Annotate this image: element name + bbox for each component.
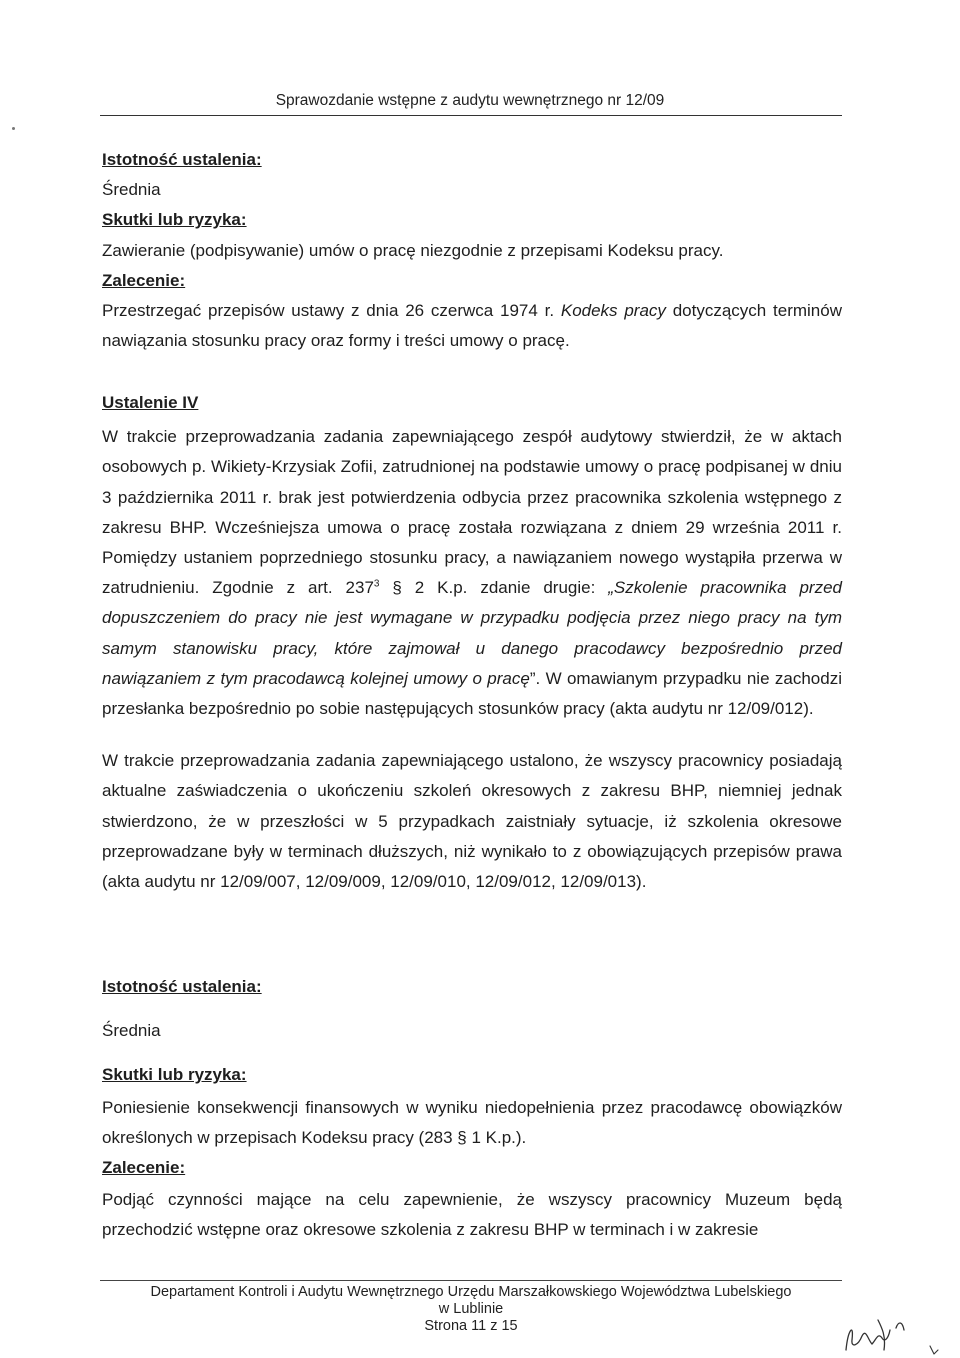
header-rule [100,115,842,116]
handwritten-initials [838,1310,948,1358]
ustalenie-p1-superscript: 3 [373,578,380,590]
skutki-heading-2: Skutki lub ryzyka: [102,1065,247,1085]
istotnosc-value: Średnia [102,180,161,200]
zalecenie-heading-2: Zalecenie: [102,1158,186,1178]
zalecenie-heading: Zalecenie: [102,270,186,290]
footer-department: Departament Kontroli i Audytu Wewnętrznego Urzędu Marszałkowskiego Województwa Lubelskiego [150,1284,792,1300]
ustalenie-heading: Ustalenie IV [102,393,199,412]
zalecenie-text [102,296,842,356]
skutki-text: Zawieranie (podpisywanie) umów o pracę niezgodnie z przepisami Kodeksu pracy. [102,240,724,260]
footer-rule [100,1280,842,1281]
ustalenie-p1-part1: W trakcie przeprowadzania zadania zapewniającego zespół audytowy stwierdził, że w aktach osobowych p. Wikiety-Krzysiak Zofii, zatrudnionej na podstawie umowy o pracę podpisanej w dniu 3 października 2011 r. brak jest potwierdzenia odbycia przez pracownika szkolenia wstępnego z zakresu BHP. Wcześniejsza umowa o pracę została rozwiązana z dniem 29 września 2011 r. Pomiędzy ustaniem poprzedniego stosunku pracy, a nawiązaniem nowego wystąpiła przerwa w zatrudnieniu. Zgodnie z art. 237 [102,427,842,598]
findings-block-2 [102,972,842,1246]
ustalenie-p1-quote: „Szkolenie pracownika przed dopuszczeniem do pracy nie jest wymagane w przypadku podjęcia przez niego pracy na tym samym stanowisku pracy, które zajmował u danego pracodawcy bezpośrednio przed nawiązaniem z tym pracodawcą kolejnej umowy o pracę [102,578,842,688]
zalecenie-text-italic: Kodeks pracy [560,301,666,321]
skutki-text-2: Poniesienie konsekwencji finansowych w wyniku niedopełnienia przez pracodawcę obowiązków określonych w przepisach Kodeksu pracy (283 § 1 K.p.). [102,1097,842,1147]
skutki-heading: Skutki lub ryzyka: [102,210,247,230]
page-footer [100,1284,842,1335]
istotnosc-value-2: Średnia [102,1021,161,1041]
footer-city: w Lublinie [438,1301,504,1317]
zalecenie-text-2: Podjąć czynności mające na celu zapewnienie, że wszyscy pracownicy Muzeum będą przechodzić wstępne oraz okresowe szkolenia z zakresu BHP w terminach i w zakresie [102,1190,842,1240]
ustalenie-paragraph-2: W trakcie przeprowadzania zadania zapewniającego ustalono, że wszyscy pracownicy posiadają aktualne zaświadczenia o ukończeniu szkoleń okresowych z zakresu BHP, niemniej jednak stwierdzono, że w przeszłości w 5 przypadkach zaistniały sytuacje, iż szkolenia okresowe przeprowadzane były w terminach dłuższych, niż wynikało to z obowiązujących przepisów prawa (akta audytu nr 12/09/007, 12/09/009, 12/09/010, 12/09/012, 12/09/013). [102,751,842,892]
istotnosc-heading: Istotność ustalenia: [102,150,262,169]
ustalenie-paragraph-1 [102,422,842,724]
ustalenie-section [102,388,842,897]
ustalenie-p1-part3: ”. W omawianym przypadku nie zachodzi przesłanka bezpośrednio po sobie następujących stosunków pracy (akta audytu nr 12/09/012). [102,668,842,719]
zalecenie-text-part2: dotyczących terminów nawiązania stosunku pracy oraz formy i treści umowy o pracę. [102,301,842,351]
footer-page-number: Strona 11 z 15 [424,1318,518,1334]
zalecenie-text-part1: Przestrzegać przepisów ustawy z dnia 26 czerwca 1974 r. [102,301,561,321]
page-header: Sprawozdanie wstępne z audytu wewnętrznego nr 12/09 [275,92,665,109]
scan-speck [12,127,15,130]
findings-block-1 [102,145,842,356]
istotnosc-heading-2: Istotność ustalenia: [102,977,262,996]
ustalenie-p1-part2: § 2 K.p. zdanie drugie: [379,578,609,598]
